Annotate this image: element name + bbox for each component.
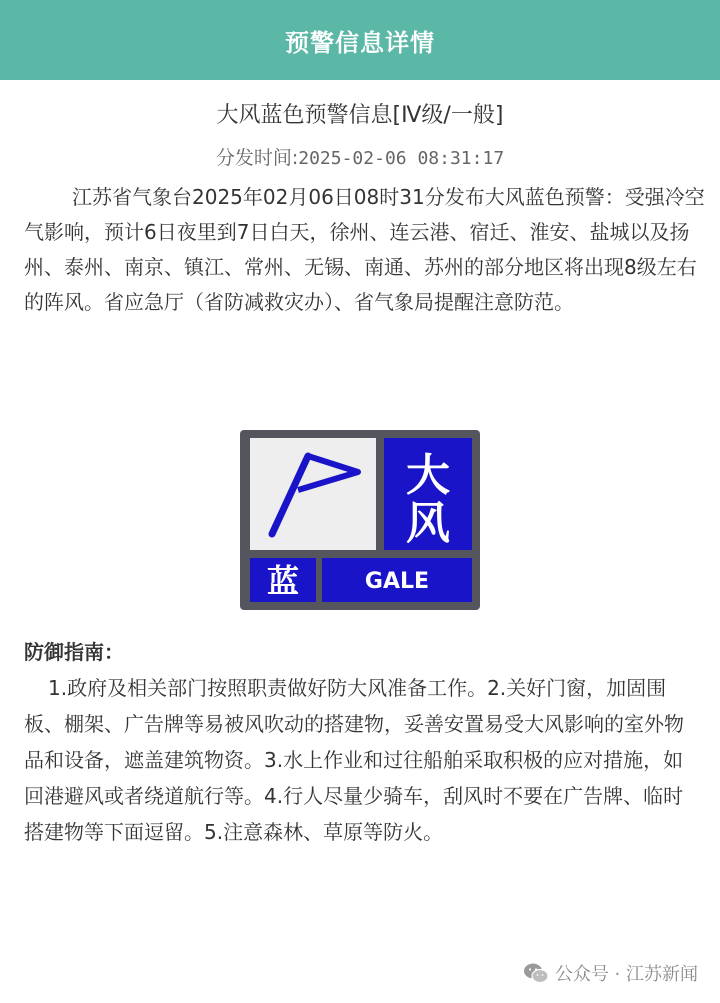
warning-content: 江苏省气象台2025年02月06日08时31分发布大风蓝色预警：受强冷空气影响，预计6日夜里到7日白天，徐州、连云港、宿迁、淮安、盐城以及扬州、泰州、南京、镇江、常州、无锡、南通、苏州的部分地区将出现8级左右的阵风。省应急厅（省防减救灾办）、省气象局提醒注意防范。 [24,185,705,314]
signal-english-label: GALE [364,569,430,594]
signal-char-feng: 风 [406,498,450,549]
footer-text: 公众号 · 江苏新闻 [554,964,698,985]
warning-title: 大风蓝色预警信息[Ⅳ级/一般] [216,103,504,128]
signal-color-label: 蓝 [266,562,300,600]
signal-char-da: 大 [406,450,450,501]
publish-time-value: 2025-02-06 08:31:17 [298,148,505,169]
guide-title: 防御指南： [24,640,124,664]
wechat-icon [523,962,549,984]
publish-time [0,143,720,170]
footer-source [523,960,698,986]
page-title: 预警信息详情 [285,28,435,57]
gale-blue-signal-icon [240,430,480,610]
guide-text: 1.政府及相关部门按照职责做好防大风准备工作。2.关好门窗，加固围板、棚架、广告牌等易被风吹动的搭建物，妥善安置易受大风影响的室外物品和设备，遮盖建筑物资。3.水上作业和过往船舶采取积极的应对措施，如回港避风或者绕道航行等。4.行人尽量少骑车，刮风时不要在广告牌、临时搭建物等下面逗留。5.注意森林、草原等防火。 [24,676,684,844]
publish-time-label: 分发时间: [215,147,299,169]
page-header [0,0,720,80]
